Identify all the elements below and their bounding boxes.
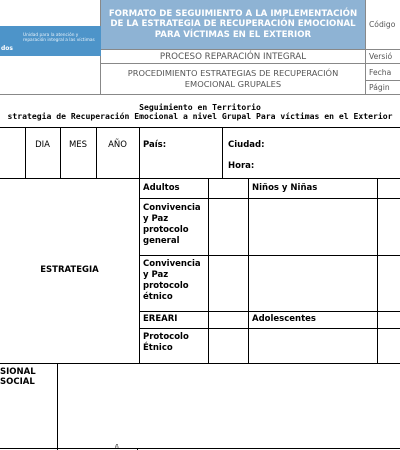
row-divider: [139, 255, 400, 256]
col-divider: [139, 128, 140, 363]
adultos-label: Adultos: [143, 183, 180, 193]
procedure-label: PROCEDIMIENTO ESTRATEGIAS DE RECUPERACIÓN EMOCIONAL GRUPALES: [101, 64, 366, 95]
section-subheading: strategia de Recuperación Emocional a nivel Grupal Para víctimas en el Exterior: [7, 111, 393, 121]
col-divider: [222, 128, 223, 178]
logo-left-text: dos: [1, 45, 13, 52]
logo-right-text: Unidad para la atención y reparación integral a las víctimas: [23, 33, 95, 43]
row-divider: [139, 328, 400, 329]
section-heading: Seguimiento en Territorio: [139, 102, 261, 112]
strategy-row-label: Convivencia y Paz protocolo general: [143, 203, 201, 246]
strategy-row-label: Protocolo Étnico: [143, 332, 189, 353]
date-dia-header: DIA: [35, 140, 50, 150]
date-ano-header: AÑO: [108, 140, 127, 150]
col-divider: [96, 128, 97, 178]
logo: [0, 0, 101, 95]
col-divider: [248, 178, 249, 363]
row-divider: [139, 198, 400, 199]
meta-codigo: Código: [366, 0, 400, 50]
row-divider: [0, 448, 400, 449]
adolescentes-label: Adolescentes: [252, 314, 316, 324]
col-divider: [208, 178, 209, 363]
strategy-row-label: EREARI: [143, 314, 178, 324]
meta-version: Versió: [366, 50, 400, 64]
col-divider: [57, 363, 58, 450]
strategy-row-label: Convivencia y Paz protocolo étnico: [143, 259, 201, 302]
pais-label: País:: [143, 140, 167, 150]
process-label: PROCESO REPARACIÓN INTEGRAL: [101, 50, 366, 64]
meta-fecha: Fecha: [366, 64, 400, 81]
profesional-label: SIONAL SOCIAL: [0, 367, 36, 387]
tracking-table: [0, 127, 400, 450]
ciudad-label: Ciudad:: [228, 140, 265, 150]
estrategia-label: ESTRATEGIA: [40, 265, 99, 275]
row-divider: [0, 178, 400, 179]
col-divider: [60, 128, 61, 178]
form-title-text: FORMATO DE SEGUIMIENTO A LA IMPLEMENTACIÓN DE LA ESTRATEGIA DE RECUPERACIÓN EMOCIONAL PARA VÍCTIMAS EN EL EXTERIOR: [108, 9, 358, 40]
col-divider: [377, 178, 378, 363]
col-divider: [25, 128, 26, 178]
hora-label: Hora:: [228, 161, 255, 171]
bottom-partial-text: ñ: [115, 444, 119, 450]
ninos-label: Niños y Niñas: [252, 183, 318, 193]
row-divider: [0, 363, 400, 364]
meta-pagina: Págin: [366, 81, 400, 95]
form-title: [101, 0, 366, 50]
row-divider: [139, 311, 400, 312]
date-mes-header: MES: [68, 140, 88, 150]
